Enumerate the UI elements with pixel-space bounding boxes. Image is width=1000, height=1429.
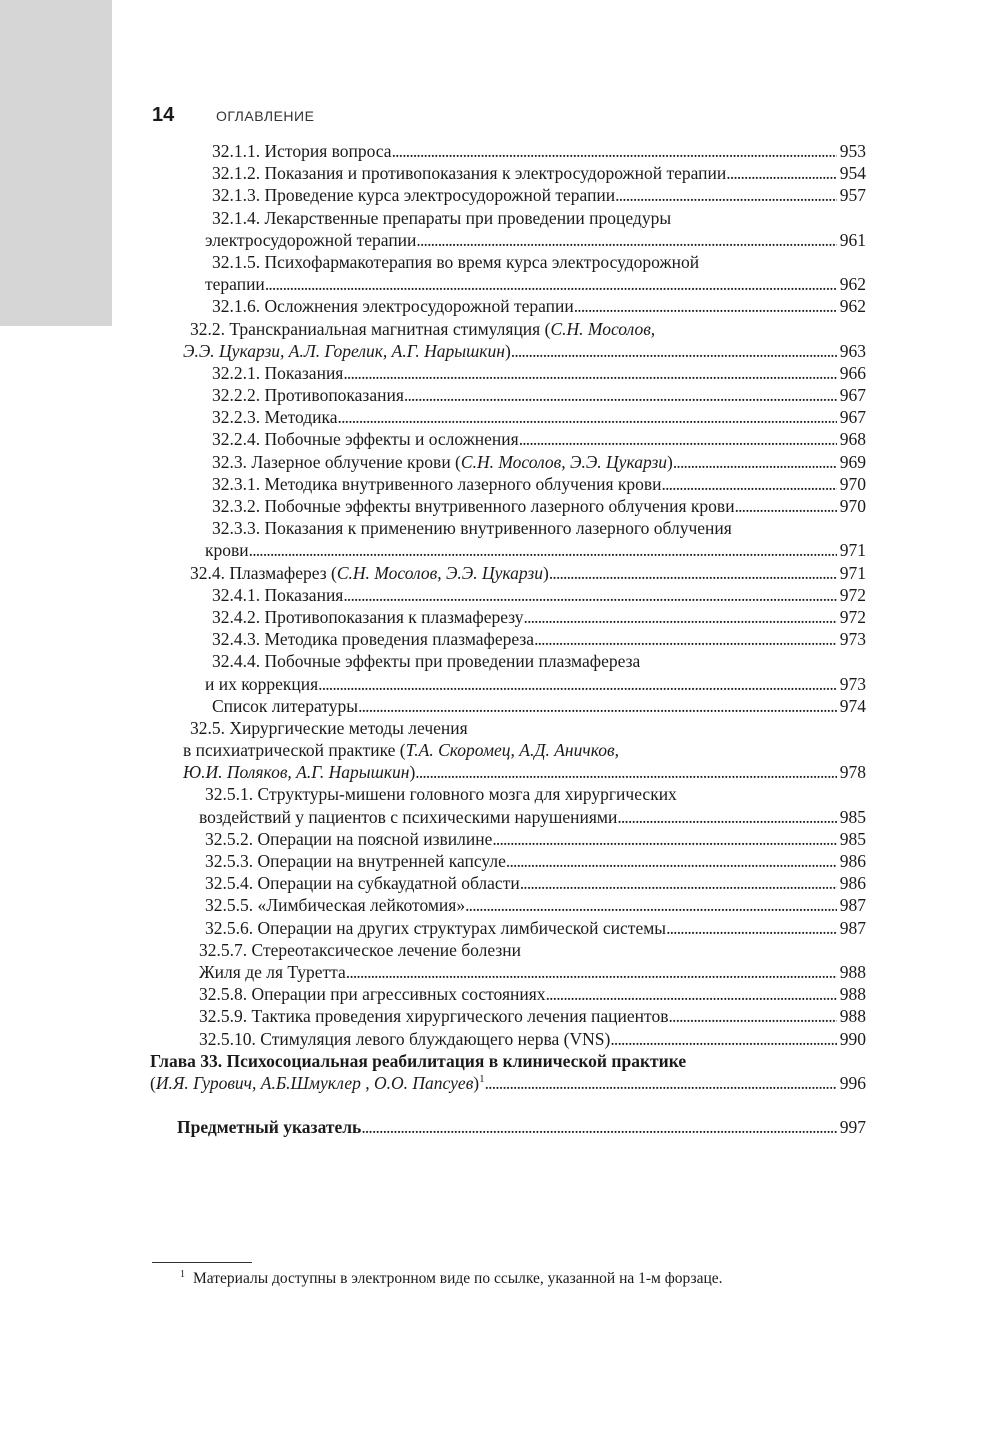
toc-entry-title: крови [205, 540, 249, 561]
toc-entry-title: 32.1.1. История вопроса [212, 141, 392, 161]
toc-page-number: 957 [839, 185, 866, 206]
toc-entry [150, 650, 866, 672]
dot-leader [465, 894, 837, 916]
toc-page-number: 954 [839, 163, 866, 184]
toc-entry-title: 32.5.3. Операции на внутренней капсуле [205, 851, 506, 871]
toc-page-number: 974 [839, 695, 866, 716]
toc-page-number: 961 [839, 229, 866, 250]
toc-page-number: 987 [839, 895, 866, 916]
toc-entry [150, 1028, 866, 1050]
toc-entry-title: электросудорожной терапии [205, 229, 417, 250]
toc-page-number: 953 [839, 141, 866, 161]
toc-entry [150, 584, 866, 606]
dot-leader [485, 1072, 837, 1094]
toc-entry [150, 451, 866, 473]
toc-entry-title: 32.4.3. Методика проведения плазмафереза [212, 629, 535, 650]
toc-entry-title: 32.5.6. Операции на других структурах лимбической системы [205, 917, 667, 938]
toc-entry-title: 32.5.10. Стимуляция левого блуждающего нерва (VNS) [199, 1028, 611, 1049]
toc-entry-title: Глава 33. Психосоциальная реабилитация в клинической практике [150, 1050, 687, 1071]
dot-leader [358, 695, 837, 717]
toc-page-number: 968 [839, 429, 866, 450]
toc-entry-title: 32.5.1. Структуры-мишени головного мозга для хирургических [205, 784, 677, 805]
toc-entry [150, 162, 866, 184]
dot-leader [346, 961, 837, 983]
toc-entry-title: 32.2.3. Методика [212, 407, 338, 428]
toc-entry-title: 32.1.2. Показания и противопоказания к электросудорожной терапии [212, 163, 727, 184]
toc-entry [150, 273, 866, 295]
toc-entry-title: 32.2.4. Побочные эффекты и осложнения [212, 429, 519, 450]
toc-entry-title: Список литературы [212, 695, 359, 716]
dot-leader [574, 295, 837, 317]
dot-leader [343, 362, 836, 384]
toc-page-number: 988 [839, 1006, 866, 1027]
dot-leader [265, 273, 837, 295]
dot-leader [617, 806, 836, 828]
dot-leader [343, 584, 836, 606]
toc-entry [150, 606, 866, 628]
toc-entry [150, 1094, 866, 1116]
dot-leader [735, 495, 837, 517]
toc-entry [150, 1050, 866, 1072]
toc-page-number: 963 [839, 340, 866, 361]
toc-entry [150, 318, 866, 340]
toc-page-number: 962 [839, 296, 866, 317]
toc-entry [150, 1116, 866, 1138]
dot-leader [511, 340, 837, 362]
toc-entry [150, 207, 866, 229]
toc-page-number: 990 [839, 1028, 866, 1049]
dot-leader [506, 850, 837, 872]
toc-page-number: 988 [839, 961, 866, 982]
toc-page-number: 988 [839, 984, 866, 1005]
toc-entry-title: Предметный указатель [177, 1117, 362, 1138]
toc-entry [150, 628, 866, 650]
toc-entry [150, 761, 866, 783]
dot-leader [520, 872, 837, 894]
toc-entry-title: 32.1.6. Осложнения электросудорожной терапии [212, 296, 574, 317]
dot-leader [662, 473, 837, 495]
toc-entry [150, 406, 866, 428]
dot-leader [666, 917, 837, 939]
footnote-marker: 1 [180, 1268, 185, 1280]
toc-entry [150, 894, 866, 916]
toc-entry [150, 140, 866, 162]
toc-entry-title: 32.4.2. Противопоказания к плазмаферезу [212, 606, 524, 627]
toc-entry [150, 229, 866, 251]
toc-entry-title: 32.1.3. Проведение курса электросудорожной терапии [212, 185, 616, 206]
toc-entry [150, 362, 866, 384]
toc-entry [150, 184, 866, 206]
toc-entry-title: 32.2.1. Показания [212, 362, 344, 383]
toc-page-number: 962 [839, 274, 866, 295]
page-header [152, 104, 314, 130]
toc-page-number: 973 [839, 629, 866, 650]
toc-entry [150, 1072, 866, 1094]
toc-page-number: 986 [839, 873, 866, 894]
toc-entry-title: 32.4.1. Показания [212, 584, 344, 605]
toc-page-number: 966 [839, 362, 866, 383]
dot-leader [338, 406, 837, 428]
toc-entry [150, 673, 866, 695]
toc-entry [150, 251, 866, 273]
section-title: ОГЛАВЛЕНИЕ [216, 108, 315, 124]
dot-leader [668, 1005, 836, 1027]
toc-entry [150, 517, 866, 539]
toc-entry-title: терапии [205, 274, 265, 295]
toc-entry [150, 983, 866, 1005]
footnote-text: Материалы доступны в электронном виде по ссылке, указанной на 1-м форзаце. [193, 1270, 723, 1287]
toc-entry-title: 32.3.1. Методика внутривенного лазерного облучения крови [212, 473, 662, 494]
toc-entry-title: Ю.И. Поляков, А.Г. Нарышкин) [183, 762, 416, 783]
toc-entry [150, 717, 866, 739]
toc-entry-title: 32.3.2. Побочные эффекты внутривенного лазерного облучения крови [212, 496, 735, 516]
toc-entry [150, 562, 866, 584]
toc-page-number: 978 [839, 762, 866, 783]
dot-leader [404, 384, 837, 406]
dot-leader [318, 673, 837, 695]
toc-entry [150, 695, 866, 717]
toc-page-number: 972 [839, 606, 866, 627]
toc-entry-title: 32.4.4. Побочные эффекты при проведении плазмафереза [212, 651, 641, 672]
toc-entry-title: 32.5.2. Операции на поясной извилине [205, 828, 493, 849]
toc-page-number: 967 [839, 407, 866, 428]
toc-page-number: 969 [839, 451, 866, 472]
toc-entry [150, 828, 866, 850]
toc-page-number: 985 [839, 828, 866, 849]
dot-leader [726, 162, 836, 184]
toc-page-number: 986 [839, 851, 866, 871]
toc-entry-title: и их коррекция [205, 673, 319, 694]
toc-page-number: 971 [839, 540, 866, 561]
dot-leader [492, 828, 836, 850]
dot-leader [416, 229, 836, 251]
dot-leader [673, 451, 837, 473]
toc-entry [150, 850, 866, 872]
toc-entry-title: 32.5.7. Стереотаксическое лечение болезни [199, 939, 521, 960]
toc-entry [150, 739, 866, 761]
dot-leader [534, 628, 837, 650]
toc-page-number: 985 [839, 806, 866, 827]
dot-leader [549, 562, 837, 584]
dot-leader [361, 1116, 836, 1138]
toc-entry-title: 32.4. Плазмаферез (С.Н. Мосолов, Э.Э. Цукарзи) [190, 562, 549, 583]
toc-entry [150, 939, 866, 961]
toc-entry-title: Э.Э. Цукарзи, А.Л. Горелик, А.Г. Нарышкин) [183, 340, 511, 361]
toc-entry-title: 32.3. Лазерное облучение крови (С.Н. Мосолов, Э.Э. Цукарзи) [212, 451, 673, 472]
dot-leader [392, 140, 837, 162]
toc-entry-title: Жиля де ля Туретта [199, 961, 346, 982]
dot-leader [546, 983, 837, 1005]
toc-page-number: 967 [839, 385, 866, 406]
toc-entry-title: в психиатрической практике (Т.А. Скоромец, А.Д. Аничков, [183, 740, 619, 761]
footnote-divider [152, 1262, 252, 1263]
toc-page-number: 972 [839, 584, 866, 605]
dot-leader [524, 606, 837, 628]
dot-leader [249, 539, 837, 561]
toc-entry-title: 32.5. Хирургические методы лечения [190, 717, 468, 738]
toc-page-number: 970 [839, 496, 866, 516]
toc-entry-title: 32.3.3. Показания к применению внутривенного лазерного облучения [212, 518, 732, 539]
toc-entry [150, 295, 866, 317]
side-margin-bar [0, 0, 112, 326]
toc-entry-title: 32.2. Транскраниальная магнитная стимуляция (С.Н. Мосолов, [190, 318, 656, 339]
toc-entry [150, 961, 866, 983]
toc-entry [150, 806, 866, 828]
toc-entry [150, 495, 866, 517]
toc-entry-title: (И.Я. Гурович, А.Б.Шмуклер , О.О. Папсуев)$^1$ [150, 1072, 485, 1093]
toc-entry [150, 1005, 866, 1027]
toc-entry [150, 384, 866, 406]
toc-page-number: 970 [839, 473, 866, 494]
toc-page-number: 973 [839, 673, 866, 694]
toc-entry [150, 539, 866, 561]
toc-entry-title: 32.5.4. Операции на субкаудатной области [205, 873, 520, 894]
toc-entry-title: 32.5.5. «Лимбическая лейкотомия» [205, 895, 466, 916]
dot-leader [519, 428, 837, 450]
table-of-contents [150, 140, 866, 1138]
dot-leader [610, 1028, 836, 1050]
toc-entry [150, 872, 866, 894]
toc-page-number: 971 [839, 562, 866, 583]
toc-entry [150, 473, 866, 495]
toc-entry [150, 917, 866, 939]
toc-entry-title: 32.5.9. Тактика проведения хирургического лечения пациентов [199, 1006, 669, 1027]
toc-page-number: 987 [839, 917, 866, 938]
dot-leader [615, 184, 837, 206]
dot-leader [415, 761, 836, 783]
toc-entry [150, 428, 866, 450]
toc-entry-title: 32.1.5. Психофармакотерапия во время курса электросудорожной [212, 251, 700, 272]
toc-page-number: 996 [839, 1072, 866, 1093]
toc-entry-title: 32.5.8. Операции при агрессивных состояниях [199, 984, 546, 1005]
toc-entry-title: 32.1.4. Лекарственные препараты при проведении процедуры [212, 207, 672, 228]
toc-entry-title: воздействий у пациентов с психическими нарушениями [199, 806, 618, 827]
toc-entry [150, 783, 866, 805]
footnote [180, 1268, 723, 1290]
toc-page-number: 997 [839, 1117, 866, 1138]
toc-entry-title: 32.2.2. Противопоказания [212, 385, 404, 406]
toc-entry [150, 340, 866, 362]
page-number: 14 [152, 104, 175, 126]
